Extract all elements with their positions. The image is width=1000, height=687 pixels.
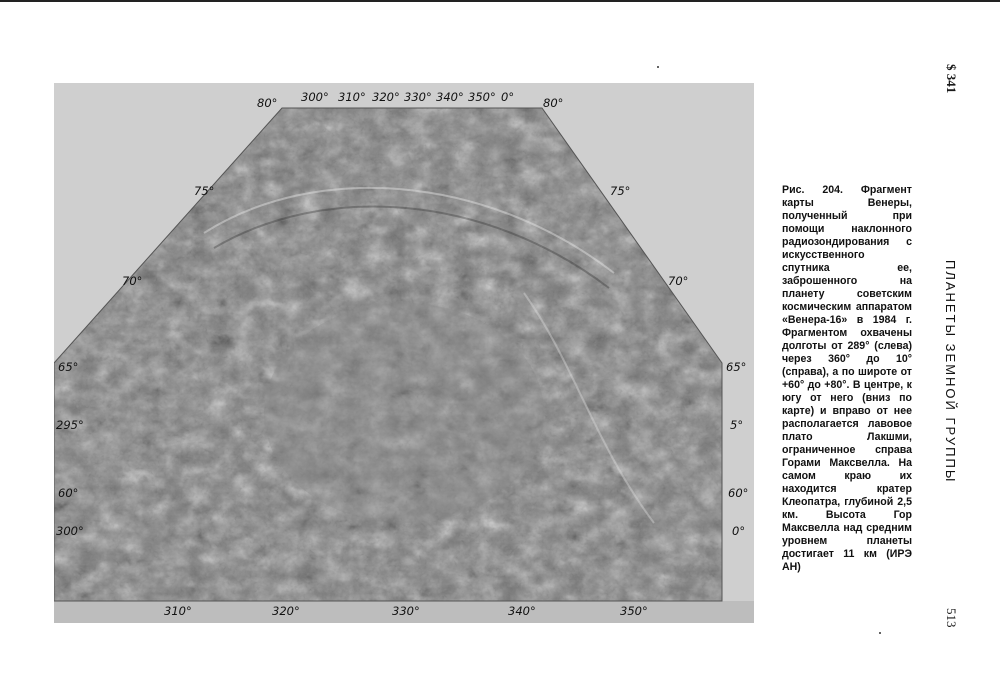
label-bottom-320: 320°	[272, 604, 300, 618]
label-top-330: 330°	[404, 90, 432, 104]
label-left-70: 70°	[122, 274, 143, 288]
label-top-80: 80°	[257, 96, 278, 110]
label-top-300: 300°	[301, 90, 329, 104]
label-bottom-310: 310°	[164, 604, 192, 618]
label-bottom-330: 330°	[392, 604, 420, 618]
label-bottom-340: 340°	[508, 604, 536, 618]
label-right-5: 5°	[730, 418, 744, 432]
label-right-75: 75°	[610, 184, 631, 198]
section-mark: $ 341	[944, 64, 959, 94]
figure-caption: Рис. 204. Фрагмент карты Венеры, полученный при помощи наклонного радиозондирования с искусственного спутника ее, заброшенного на планету советским космическим аппаратом «Венера-16» в 1984 г. Фрагментом охвачены долготы от 289° (слева) через 360° до 10° (справа), а по широте от +60° до +80°. В центре, к югу от него (вниз по карте) и вправо от нее располагается лавовое плато Лакшми, ограниченное справа Горами Максвелла. На самом краю их находится кратер Клеопатра, глубиной 2,5 км. Высота Гор Максвелла над средним уровнем планеты достигает 11 км (ИРЭ АН)	[782, 184, 912, 573]
label-top-310: 310°	[338, 90, 366, 104]
running-title: ПЛАНЕТЫ ЗЕМНОЙ ГРУППЫ	[943, 260, 958, 484]
label-left-75: 75°	[194, 184, 215, 198]
print-speck	[879, 632, 881, 634]
label-right-0: 0°	[732, 524, 746, 538]
label-left-300: 300°	[56, 524, 84, 538]
label-top-80-right: 80°	[543, 96, 564, 110]
print-speck	[657, 66, 659, 68]
venus-radar-map-figure	[54, 83, 754, 623]
label-left-65: 65°	[58, 360, 79, 374]
label-right-65: 65°	[726, 360, 747, 374]
label-left-60: 60°	[58, 486, 79, 500]
page-number: 513	[944, 608, 959, 628]
label-bottom-350: 350°	[620, 604, 648, 618]
label-top-320: 320°	[372, 90, 400, 104]
label-top-0: 0°	[501, 90, 515, 104]
label-top-350: 350°	[468, 90, 496, 104]
label-left-295: 295°	[56, 418, 84, 432]
label-right-60: 60°	[728, 486, 749, 500]
label-right-70: 70°	[668, 274, 689, 288]
top-rule	[0, 0, 1000, 2]
label-top-340: 340°	[436, 90, 464, 104]
